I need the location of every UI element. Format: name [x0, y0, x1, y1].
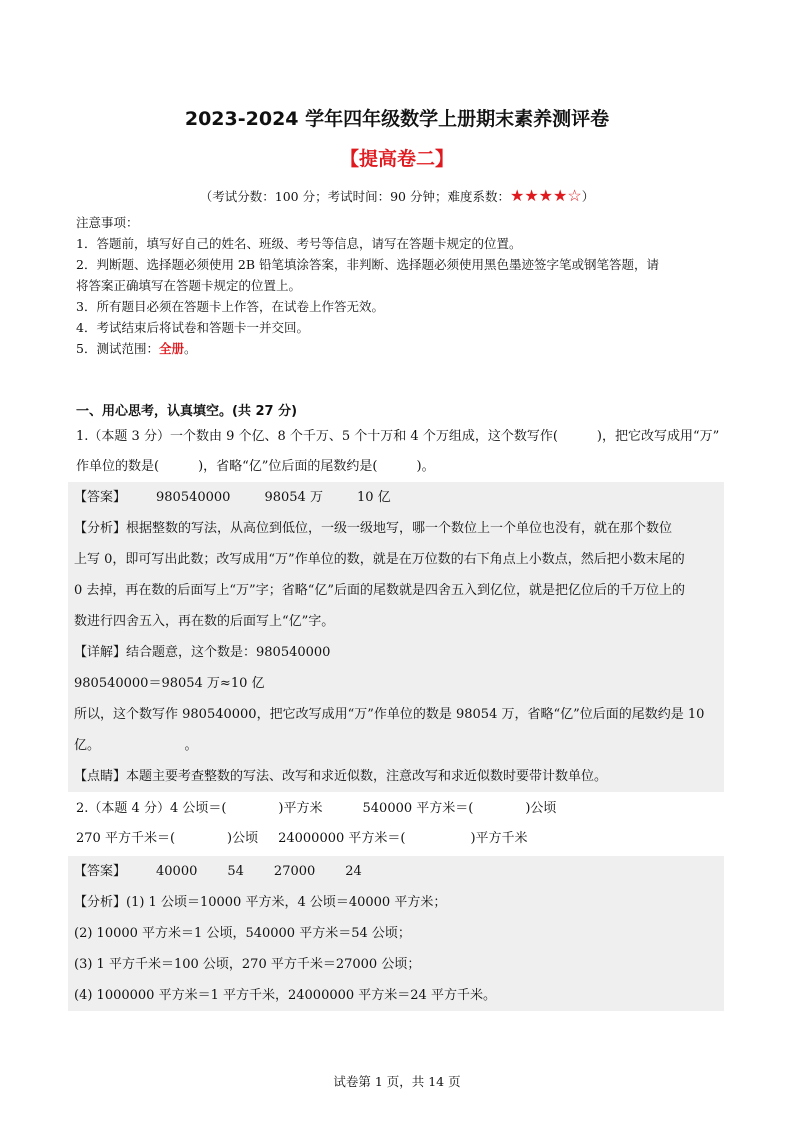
question-line: [76, 824, 726, 854]
question-part: 540000 平方米＝( )公顷: [362, 801, 557, 816]
star-empty-icon: ☆: [567, 186, 582, 205]
scope-label: 5．测试范围：: [76, 341, 159, 356]
question-2: [76, 794, 726, 854]
question-part: 24000000 平方米＝( )平方千米: [278, 831, 528, 846]
answer-value: 40000: [156, 864, 198, 879]
answer-label: 【答案】: [74, 490, 127, 505]
answer-value: 27000: [273, 864, 316, 879]
exam-subtitle: 【提高卷二】: [339, 148, 454, 170]
detail-line: 【详解】结合题意，这个数是：980540000: [74, 645, 331, 660]
analysis-line: 【分析】(1) 1 公顷＝10000 平方米，4 公顷＝40000 平方米；: [74, 895, 447, 910]
star-filled-icon: ★★★★: [509, 186, 568, 205]
notes-item: 3．所有题目必须在答题卡上作答，在试卷上作答无效。: [76, 299, 384, 314]
analysis-line: 上写 0，即可写出此数；改写成用“万”作单位的数，就是在万位数的右下角点上小数点，然后把小数末尾的: [74, 552, 685, 567]
question-part: 2.（本题 4 分）4 公顷＝( )平方米: [76, 801, 323, 816]
exam-meta-close: ）: [581, 189, 595, 204]
answer-value: 10 亿: [356, 490, 391, 505]
answer-value: 98054 万: [264, 490, 323, 505]
analysis-line: (2) 10000 平方米＝1 公顷，540000 平方米＝54 公顷；: [74, 926, 411, 941]
detail-line: 亿。 。: [74, 738, 198, 753]
section-title: 一、用心思考，认真填空。(共 27 分): [76, 404, 298, 419]
page-footer: 试卷第 1 页，共 14 页: [333, 1074, 461, 1089]
answer-block-2: [68, 856, 724, 1011]
scope-value: 全册: [158, 341, 184, 356]
difficulty-stars: [510, 186, 582, 205]
question-part: 270 平方千米＝( )公顷: [76, 831, 259, 846]
question-line: 1.（本题 3 分）一个数由 9 个亿、8 个千万、5 个十万和 4 个万组成，这个数写作( )，把它改写成用“万”: [76, 429, 720, 444]
notes-heading: 注意事项：: [76, 215, 139, 230]
answer-block-1: [68, 482, 724, 792]
question-line: [76, 794, 726, 824]
answer-label: 【答案】: [74, 864, 127, 879]
question-line: 作单位的数是( )，省略“亿”位后面的尾数约是( )。: [76, 459, 435, 474]
exam-meta-text: （考试分数：100 分；考试时间：90 分钟；难度系数：: [199, 189, 510, 204]
analysis-line: (3) 1 平方千米＝100 公顷，270 平方千米＝27000 公顷；: [74, 957, 421, 972]
scope-end: 。: [183, 341, 197, 356]
question-1: [76, 422, 726, 482]
answer-value: 54: [227, 864, 244, 879]
analysis-line: (4) 1000000 平方米＝1 平方千米，24000000 平方米＝24 平方千米。: [74, 988, 496, 1003]
notes-item: 将答案正确填写在答题卡规定的位置上。: [76, 278, 302, 293]
notes-block: [76, 212, 726, 359]
answer-value: 24: [345, 864, 362, 879]
detail-line: 980540000＝98054 万≈10 亿: [74, 676, 265, 691]
answer-line: [74, 856, 724, 887]
answer-value: 980540000: [156, 490, 231, 505]
point-line: 【点睛】本题主要考查整数的写法、改写和求近似数，注意改写和求近似数时要带计数单位。: [74, 769, 608, 784]
analysis-line: 数进行四舍五入，再在数的后面写上“亿”字。: [74, 614, 335, 629]
analysis-line: 0 去掉，再在数的后面写上“万”字；省略“亿”后面的尾数就是四舍五入到亿位，就是把亿位后的千万位上的: [74, 583, 685, 598]
notes-item: 1．答题前，填写好自己的姓名、班级、考号等信息，请写在答题卡规定的位置。: [76, 236, 522, 251]
notes-scope: [76, 338, 726, 359]
notes-item: 4．考试结束后将试卷和答题卡一并交回。: [76, 320, 309, 335]
analysis-line: 【分析】根据整数的写法，从高位到低位，一级一级地写，哪一个数位上一个单位也没有，就在那个数位: [74, 521, 673, 536]
detail-line: 所以，这个数写作 980540000，把它改写成用“万”作单位的数是 98054 万，省略“亿”位后面的尾数约是 10: [74, 707, 705, 722]
answer-line: [74, 482, 724, 513]
notes-item: 2．判断题、选择题必须使用 2B 铅笔填涂答案，非判断、选择题必须使用黑色墨迹签字笔或钢笔答题，请: [76, 257, 660, 272]
exam-title: 2023-2024 学年四年级数学上册期末素养测评卷: [184, 108, 610, 130]
exam-meta: [0, 186, 794, 205]
